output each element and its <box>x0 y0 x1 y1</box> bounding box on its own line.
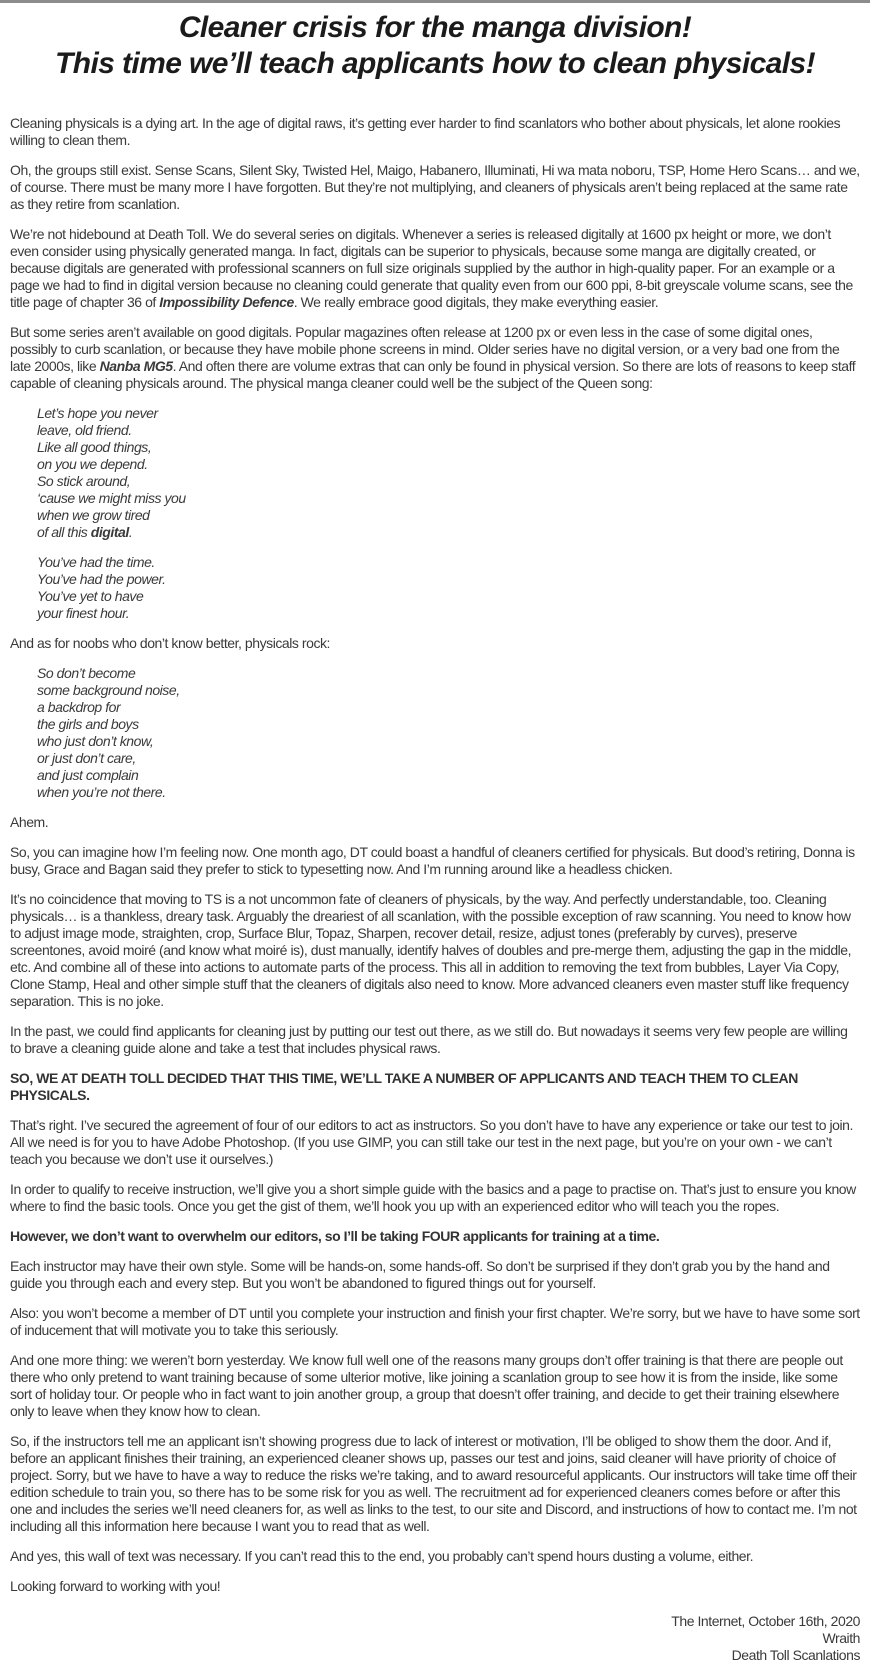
text-segment: Each instructor may have their own style. Some will be hands-on, some hands-off. So don’t be surprised if they don’t grab you by the hand and guide you through each and every step. But you won’t be abandoned to figured things out for yourself. <box>10 1258 830 1291</box>
quote-line <box>37 665 860 682</box>
quote-line <box>37 422 860 439</box>
text-segment: So, if the instructors tell me an applicant isn’t showing progress due to lack of interest or motivation, I’ll be obliged to show them the door. And if, before an applicant finishes their training, an experienced cleaner shows up, passes our test and joins, said cleaner will have priority of choice of project. Sorry, but we have to have a way to reduce the risks we’re taking, and to award resourceful applicants. Our instructors will take time off their edition schedule to train you, so there has to be some risk for you as well. The recruitment ad for experienced cleaners comes before or after this one and includes the series we’ll need cleaners for, as well as links to the test, to our site and Discord, and instructions of how to contact me. I’m not including all this information here because I want you to read that as well. <box>10 1433 857 1534</box>
document-body <box>10 82 860 1595</box>
text-segment: However, we don’t want to overwhelm our editors, so I’ll be taking FOUR applicants for training at a time. <box>10 1228 660 1244</box>
title-line-1: Cleaner crisis for the manga division! <box>178 11 692 44</box>
text-segment: the girls and boys <box>37 716 139 732</box>
text-segment: a backdrop for <box>37 699 121 715</box>
text-segment: when you’re not there. <box>37 784 166 800</box>
text-segment: Impossibility Defence <box>159 294 294 310</box>
quote-line <box>37 699 860 716</box>
document-title <box>10 10 860 82</box>
text-segment: Like all good things, <box>37 439 152 455</box>
paragraph <box>10 324 860 392</box>
signature-line-group: Death Toll Scanlations <box>731 1647 860 1663</box>
text-segment: or just don’t care, <box>37 750 136 766</box>
quote-line <box>37 554 860 571</box>
text-segment: And as for noobs who don’t know better, physicals rock: <box>10 635 330 651</box>
paragraph <box>10 844 860 878</box>
text-segment: your finest hour. <box>37 605 130 621</box>
signature-line-place-date: The Internet, October 16th, 2020 <box>671 1613 860 1629</box>
text-segment: when we grow tired <box>37 507 150 523</box>
text-segment: on you we depend. <box>37 456 148 472</box>
quote-line <box>37 571 860 588</box>
text-segment: And one more thing: we weren’t born yesterday. We know full well one of the reasons many groups don’t offer training is that there are people out there who only pretend to want training because of some ulterior motive, like joining a scanlation group to see how it is from the inside, like some sort of holiday tour. Or people who in fact want to join another group, a group that doesn’t offer training, and decide to get their training elsewhere only to leave when they know how to clean. <box>10 1352 843 1419</box>
text-segment: of all this <box>37 524 91 540</box>
paragraph <box>10 1070 860 1104</box>
text-segment: who just don’t know, <box>37 733 154 749</box>
paragraph <box>10 1117 860 1168</box>
text-segment: and just complain <box>37 767 139 783</box>
text-segment: . We really embrace good digitals, they make everything easier. <box>293 294 659 310</box>
text-segment: digital <box>90 524 129 540</box>
quote-line <box>37 490 860 507</box>
text-segment: some background noise, <box>37 682 180 698</box>
text-segment: Cleaning physicals is a dying art. In the age of digital raws, it’s getting ever harder to find scanlators who bother about physicals, let alone rookies willing to clean them. <box>10 115 841 148</box>
signature-line-author: Wraith <box>822 1630 860 1646</box>
lyrics-quote <box>37 554 860 622</box>
quote-line <box>37 784 860 801</box>
paragraph <box>10 1228 860 1245</box>
top-border <box>0 0 870 3</box>
quote-line <box>37 750 860 767</box>
paragraph <box>10 1352 860 1420</box>
quote-line <box>37 605 860 622</box>
text-segment: We’re not hidebound at Death Toll. We do several series on digitals. Whenever a series is released digitally at 1600 px height or more, we don’t even consider using physically generated manga. In fact, digitals can be superior to physicals, because some manga are digitally created, or because digitals are generated with professional scanners on full size originals supplied by the author in high-quality paper. For an example or a page we had to find in digital version because no cleaning could generate that quality even from our 600 ppi, 8-bit greyscale volume scans, see the title page of chapter 36 of <box>10 226 853 310</box>
title-line-2: This time we’ll teach applicants how to clean physicals! <box>55 47 815 80</box>
paragraph <box>10 1548 860 1565</box>
paragraph <box>10 1433 860 1535</box>
quote-line <box>37 507 860 524</box>
quote-line <box>37 588 860 605</box>
text-segment: Looking forward to working with you! <box>10 1578 221 1594</box>
quote-line <box>37 456 860 473</box>
paragraph <box>10 226 860 311</box>
text-segment: Ahem. <box>10 814 49 830</box>
text-segment: . And often there are volume extras that can only be found in physical version. So there are lots of reasons to keep staff capable of cleaning physicals around. The physical manga cleaner could well be the subject of the Queen song: <box>10 358 856 391</box>
text-segment: But some series aren’t available on good digitals. Popular magazines often release at 1200 px or even less in the case of some digital ones, possibly to curb scanlation, or because they have mobile phone screens in mind. Older series have no digital version, or a very bad one from the late 2000s, like <box>10 324 840 374</box>
quote-line <box>37 682 860 699</box>
page <box>0 10 870 1678</box>
text-segment: Let’s hope you never <box>37 405 158 421</box>
paragraph <box>10 1305 860 1339</box>
quote-line <box>37 716 860 733</box>
text-segment: So, you can imagine how I’m feeling now. One month ago, DT could boast a handful of cleaners certified for physicals. But dood’s retiring, Donna is busy, Grace and Bagan said they prefer to stick to typesetting now. And I’m running around like a headless chicken. <box>10 844 855 877</box>
paragraph <box>10 1578 860 1595</box>
paragraph <box>10 814 860 831</box>
paragraph <box>10 115 860 149</box>
quote-line <box>37 473 860 490</box>
quote-line <box>37 733 860 750</box>
quote-line <box>37 439 860 456</box>
text-segment: leave, old friend. <box>37 422 132 438</box>
text-segment: And yes, this wall of text was necessary. If you can’t read this to the end, you probably can’t spend hours dusting a volume, either. <box>10 1548 754 1564</box>
paragraph <box>10 1023 860 1057</box>
text-segment: You’ve had the power. <box>37 571 166 587</box>
signature <box>10 1613 860 1664</box>
text-segment: SO, WE AT DEATH TOLL DECIDED THAT THIS TIME, WE’LL TAKE A NUMBER OF APPLICANTS AND TEACH THEM TO CLEAN PHYSICALS. <box>10 1070 798 1103</box>
text-segment: ‘cause we might miss you <box>37 490 186 506</box>
text-segment: It’s no coincidence that moving to TS is a not uncommon fate of cleaners of physicals, by the way. And perfectly understandable, too. Cleaning physicals… is a thankless, dreary task. Arguably the dreariest of all scanlation, with the possible exception of raw scanning. You need to know how to adjust image mode, straighten, crop, Surface Blur, Topaz, Sharpen, recover detail, resize, adjust tones (preferably by curves), preserve screentones, avoid moiré (and know what moiré is), dust manually, identify halves of doubles and pre-merge them, adjusting the gap in the middle, etc. And combine all of these into actions to automate parts of the process. This all in addition to removing the text from bubbles, Layer Via Copy, Clone Stamp, Heal and other simple stuff that the cleaners of digitals also need to know. More advanced cleaners even master stuff like frequency separation. This is no joke. <box>10 891 852 1009</box>
text-segment: . <box>128 524 133 540</box>
lyrics-quote <box>37 405 860 541</box>
paragraph <box>10 1181 860 1215</box>
paragraph <box>10 1258 860 1292</box>
text-segment: You’ve had the time. <box>37 554 155 570</box>
text-segment: That’s right. I’ve secured the agreement of four of our editors to act as instructors. So you don’t have to have any experience or take our test to join. All we need is for you to have Adobe Photoshop. (If you use GIMP, you can still take our test in the next page, but you’re on your own - we can’t teach you because we don’t use it ourselves.) <box>10 1117 853 1167</box>
text-segment: In order to qualify to receive instruction, we’ll give you a short simple guide with the basics and a page to practise on. That’s just to ensure you know where to find the basic tools. Once you get the gist of them, we’ll hook you up with an experienced editor who will teach you the ropes. <box>10 1181 856 1214</box>
quote-line <box>37 405 860 422</box>
paragraph <box>10 635 860 652</box>
paragraph <box>10 891 860 1010</box>
quote-line <box>37 767 860 784</box>
text-segment: So don’t become <box>37 665 136 681</box>
text-segment: You’ve yet to have <box>37 588 144 604</box>
lyrics-quote <box>37 665 860 801</box>
text-segment: Oh, the groups still exist. Sense Scans, Silent Sky, Twisted Hel, Maigo, Habanero, Illuminati, Hi wa mata noboru, TSP, Home Hero Scans… and we, of course. There must be many more I have forgotten. But they’re not multiplying, and cleaners of physicals aren’t being replaced at the same rate as they retire from scanlation. <box>10 162 860 212</box>
text-segment: Nanba MG5 <box>99 358 173 374</box>
text-segment: Also: you won’t become a member of DT until you complete your instruction and finish your first chapter. We’re sorry, but we have to have some sort of inducement that will motivate you to take this seriously. <box>10 1305 860 1338</box>
text-segment: In the past, we could find applicants for cleaning just by putting our test out there, as we still do. But nowadays it seems very few people are willing to brave a cleaning guide alone and take a test that includes physical raws. <box>10 1023 848 1056</box>
paragraph <box>10 162 860 213</box>
text-segment: So stick around, <box>37 473 131 489</box>
quote-line <box>37 524 860 541</box>
